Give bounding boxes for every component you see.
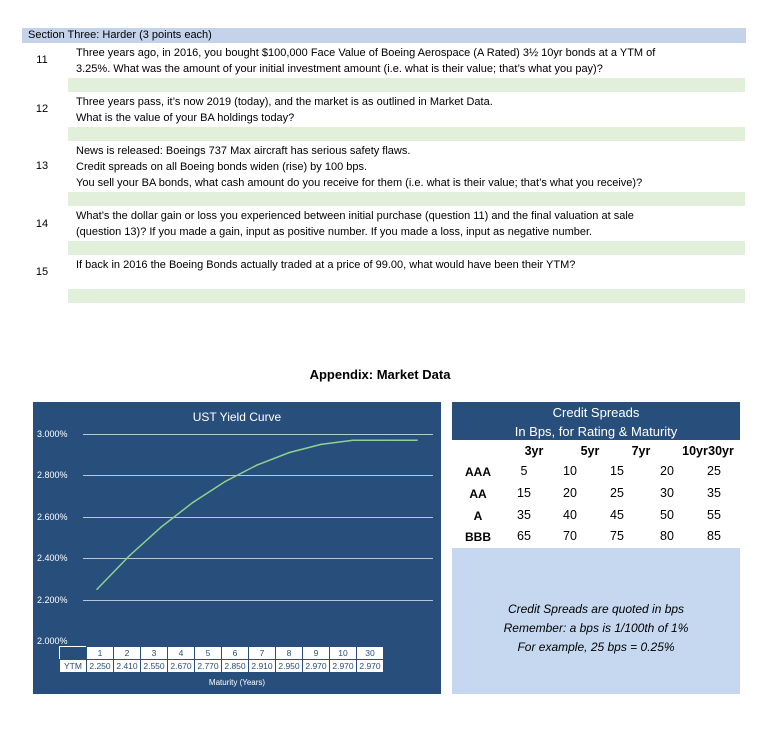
question-11-line-2: 3.25%. What was the amount of your initial investment amount (i.e. what is their value; that’s what you pay)? [76, 63, 603, 75]
spread-cell: 15 [610, 464, 624, 478]
yield-point [160, 526, 162, 528]
spread-cell: 35 [707, 486, 721, 500]
spread-cell: 45 [610, 508, 624, 522]
question-number-14: 14 [35, 218, 49, 230]
ytm-cell: 2.970 [303, 660, 330, 673]
question-14-line-2: (question 13)? If you made a gain, input as positive number. If you made a loss, input as negative number. [76, 226, 593, 238]
question-13-text [76, 143, 642, 191]
ytm-row-label: YTM [60, 660, 87, 673]
yield-point [128, 555, 130, 557]
spread-cell: 5 [520, 464, 528, 478]
question-11-text [76, 45, 655, 77]
maturity-header-30yr: 30yr [708, 444, 734, 458]
question-14-line-1: What’s the dollar gain or loss you experienced between initial purchase (question 11) and the final valuation at sale [76, 210, 634, 222]
spread-cell: 50 [660, 508, 674, 522]
answer-box-12[interactable] [68, 127, 745, 141]
spread-cell: 15 [517, 486, 531, 500]
maturity-cell: 30 [357, 647, 384, 660]
ytm-cell: 2.250 [87, 660, 114, 673]
question-number-11: 11 [36, 54, 48, 66]
appendix-title: Appendix: Market Data [309, 367, 451, 382]
ytm-cell: 2.670 [168, 660, 195, 673]
answer-box-11[interactable] [68, 78, 745, 92]
ytm-cell: 2.410 [114, 660, 141, 673]
spread-cell: 70 [563, 529, 577, 543]
spread-cell: 20 [563, 486, 577, 500]
ytm-cell: 2.550 [141, 660, 168, 673]
question-number-15: 15 [35, 266, 49, 278]
answer-box-15[interactable] [68, 289, 745, 303]
ytm-row [60, 660, 384, 673]
ytick-label: 3.000% [37, 429, 68, 439]
spread-cell: 25 [610, 486, 624, 500]
question-12-text [76, 94, 493, 126]
question-11-line-1: Three years ago, in 2016, you bought $100,000 Face Value of Boeing Aerospace (A Rated) 3½ 10yr bonds at a YTM of [76, 47, 656, 59]
maturity-cell: 3 [141, 647, 168, 660]
question-14-text [76, 208, 634, 240]
maturity-cell: 1 [87, 647, 114, 660]
maturity-cell: 6 [222, 647, 249, 660]
spread-cell: 20 [660, 464, 674, 478]
ytick-label: 2.200% [37, 595, 68, 605]
answer-box-14[interactable] [68, 241, 745, 255]
question-12-line-2: What is the value of your BA holdings today? [76, 112, 295, 124]
ytick-label: 2.600% [37, 512, 68, 522]
yield-point [96, 588, 98, 590]
maturity-cell: 9 [303, 647, 330, 660]
yield-point [320, 444, 322, 446]
question-13-line-2: Credit spreads on all Boeing bonds widen (rise) by 100 bps. [76, 161, 368, 173]
question-13-line-1: News is released: Boeings 737 Max aircraft has serious safety flaws. [76, 145, 411, 157]
spread-cell: 25 [707, 464, 721, 478]
yield-point [416, 439, 418, 441]
maturity-cell: 5 [195, 647, 222, 660]
spread-cell: 35 [517, 508, 531, 522]
yield-table [59, 646, 384, 673]
yield-curve-line [97, 440, 417, 589]
ytm-cell: 2.970 [330, 660, 357, 673]
spread-note-line-3: For example, 25 bps = 0.25% [517, 640, 675, 654]
rating-label-aaa: AAA [465, 465, 491, 479]
maturity-header-5yr: 5yr [580, 444, 600, 458]
rating-label-bbb: BBB [465, 530, 491, 544]
spread-cell: 75 [610, 529, 624, 543]
question-13-line-3: You sell your BA bonds, what cash amount do you receive for them (i.e. what is their value; that’s what you receive)? [76, 177, 643, 189]
chart-title: UST Yield Curve [192, 410, 282, 424]
question-number-13: 13 [35, 160, 49, 172]
ytm-cell: 2.910 [249, 660, 276, 673]
yield-point [384, 439, 386, 441]
ytm-cell: 2.950 [276, 660, 303, 673]
section-title: Section Three: Harder (3 points each) [22, 28, 746, 43]
credit-spreads-panel [452, 402, 740, 694]
rating-label-aa: AA [469, 487, 487, 501]
ytm-cell: 2.770 [195, 660, 222, 673]
credit-spreads-title: Credit Spreads [552, 405, 640, 420]
table-corner [60, 647, 87, 660]
maturity-cell: 8 [276, 647, 303, 660]
credit-spreads-subtitle: In Bps, for Rating & Maturity [514, 424, 678, 439]
ust-yield-curve-chart [33, 402, 441, 694]
maturity-header-7yr: 7yr [631, 444, 651, 458]
maturity-cell: 10 [330, 647, 357, 660]
maturity-cell: 7 [249, 647, 276, 660]
maturity-cell: 4 [168, 647, 195, 660]
yield-point [352, 439, 354, 441]
question-15-text [76, 257, 575, 273]
rating-label-a: A [473, 509, 483, 523]
yield-point [288, 452, 290, 454]
spread-note-line-1: Credit Spreads are quoted in bps [507, 602, 685, 616]
x-axis-label: Maturity (Years) [208, 678, 266, 687]
maturity-cell: 2 [114, 647, 141, 660]
spread-cell: 40 [563, 508, 577, 522]
yield-point [256, 464, 258, 466]
question-12-line-1: Three years pass, it’s now 2019 (today), and the market is as outlined in Market Data. [76, 96, 493, 108]
spread-cell: 10 [563, 464, 577, 478]
spread-cell: 30 [660, 486, 674, 500]
question-number-12: 12 [35, 103, 49, 115]
maturity-row [60, 647, 384, 660]
spread-cell: 65 [517, 529, 531, 543]
ytm-cell: 2.850 [222, 660, 249, 673]
spread-cell: 80 [660, 529, 674, 543]
ytick-label: 2.800% [37, 470, 68, 480]
maturity-header-10yr: 10yr [682, 444, 708, 458]
ytm-cell: 2.970 [357, 660, 384, 673]
yield-point [224, 481, 226, 483]
ytick-label: 2.000% [37, 636, 68, 646]
spread-cell: 85 [707, 529, 721, 543]
ytick-label: 2.400% [37, 553, 68, 563]
yield-point [192, 502, 194, 504]
spread-cell: 55 [707, 508, 721, 522]
maturity-header-3yr: 3yr [524, 444, 544, 458]
spread-note-line-2: Remember: a bps is 1/100th of 1% [503, 621, 689, 635]
answer-box-13[interactable] [68, 192, 745, 206]
question-15-line-1: If back in 2016 the Boeing Bonds actually traded at a price of 99.00, what would have been their YTM? [76, 259, 576, 271]
